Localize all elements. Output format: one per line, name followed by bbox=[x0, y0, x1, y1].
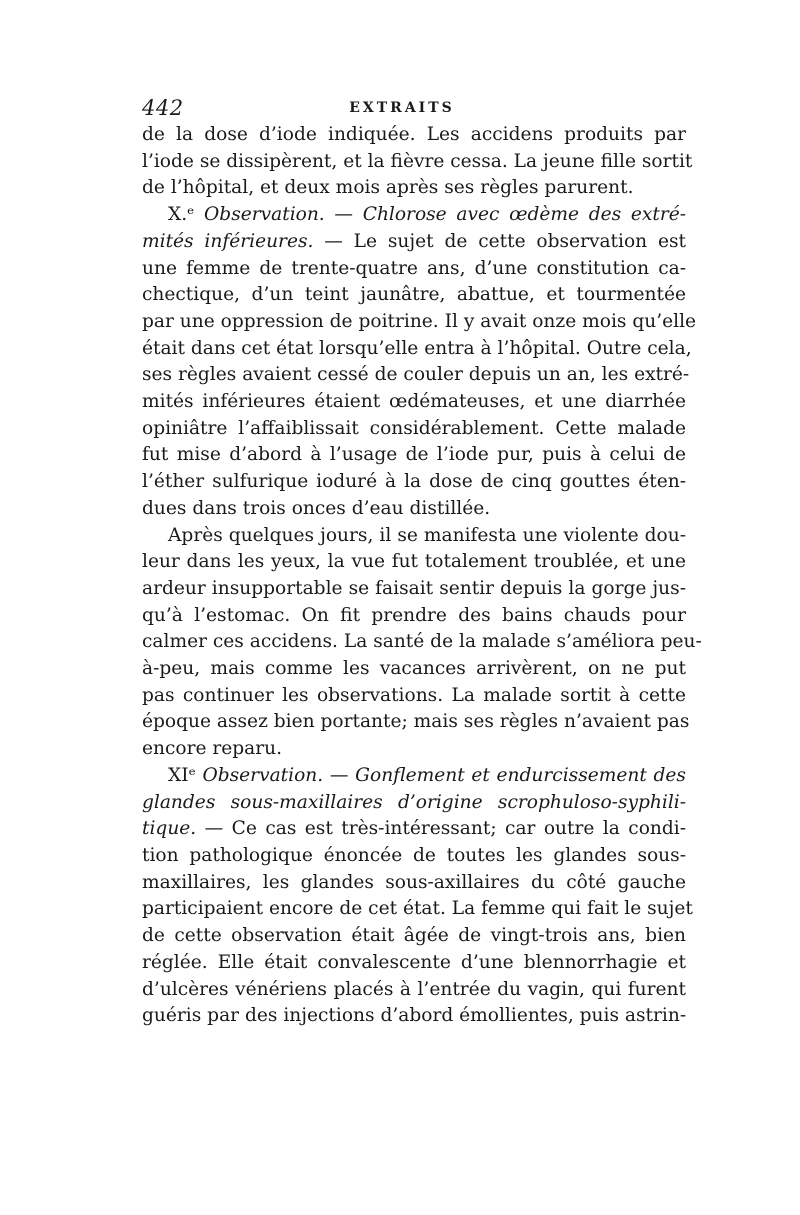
text-line bbox=[142, 656, 686, 683]
text-run: de cette observation était âgée de vingt-trois ans, bien bbox=[142, 925, 686, 947]
running-head: EXTRAITS bbox=[349, 100, 455, 116]
text-line bbox=[142, 603, 686, 630]
text-line bbox=[142, 629, 702, 656]
text-line bbox=[142, 362, 690, 389]
text-run: fut mise d’abord à l’usage de l’iode pur, puis à celui de bbox=[142, 444, 686, 466]
text-line bbox=[142, 1003, 686, 1030]
text-line bbox=[142, 576, 686, 603]
text-run: XIᵉ bbox=[168, 764, 203, 786]
text-run: ses règles avaient cessé de couler depuis un an, les extré- bbox=[142, 364, 690, 386]
text-line bbox=[142, 896, 693, 923]
text-line bbox=[142, 309, 697, 336]
text-run: de l’hôpital, et deux mois après ses règles parurent. bbox=[142, 177, 634, 199]
text-line bbox=[142, 442, 686, 469]
text-run: — Le sujet de cette observation est bbox=[313, 230, 686, 252]
page-number: 442 bbox=[142, 96, 184, 120]
text-run: — bbox=[323, 764, 356, 786]
text-run: calmer ces accidens. La santé de la malade s’améliora peu- bbox=[142, 631, 702, 653]
text-line bbox=[142, 496, 686, 523]
text-line bbox=[142, 709, 690, 736]
text-line bbox=[142, 950, 686, 977]
text-run: d’ulcères vénériens placés à l’entrée du vagin, qui furent bbox=[142, 978, 686, 1000]
italic-text: glandes sous-maxillaires d’origine scrophuloso-syphili- bbox=[142, 791, 686, 813]
text-run: encore reparu. bbox=[142, 738, 283, 760]
text-line bbox=[142, 843, 686, 870]
italic-text: mités inférieures. bbox=[142, 230, 314, 252]
text-run: par une oppression de poitrine. Il y avait onze mois qu’elle bbox=[142, 310, 697, 332]
text-run: réglée. Elle était convalescente d’une blennorrhagie et bbox=[142, 951, 686, 973]
text-run: mités inférieures étaient œdémateuses, et une diarrhée bbox=[142, 391, 686, 413]
text-run: leur dans les yeux, la vue fut totalement troublée, et une bbox=[142, 551, 686, 573]
text-run: l’éther sulfurique ioduré à la dose de cinq gouttes éten- bbox=[142, 471, 686, 493]
text-line bbox=[142, 282, 686, 309]
text-line bbox=[142, 683, 686, 710]
text-run: dues dans trois onces d’eau distillée. bbox=[142, 497, 491, 519]
text-run: chectique, d’un teint jaunâtre, abattue, et tourmentée bbox=[142, 284, 686, 306]
text-line bbox=[142, 790, 686, 817]
text-line bbox=[142, 816, 686, 843]
text-run: pas continuer les observations. La malade sortit à cette bbox=[142, 684, 686, 706]
italic-text: Observation. bbox=[202, 764, 324, 786]
text-line bbox=[142, 736, 686, 763]
text-run: était dans cet état lorsqu’elle entra à l’hôpital. Outre cela, bbox=[142, 337, 692, 359]
text-run: opiniâtre l’affaiblissait considérablement. Cette malade bbox=[142, 417, 686, 439]
text-line bbox=[142, 256, 686, 283]
text-line bbox=[142, 202, 686, 229]
text-line bbox=[142, 229, 686, 256]
italic-text: Gonflement et endurcissement des bbox=[355, 764, 686, 786]
text-line bbox=[142, 336, 692, 363]
text-run: ardeur insupportable se faisait sentir depuis la gorge jus- bbox=[142, 577, 686, 599]
text-line bbox=[142, 469, 686, 496]
text-run: maxillaires, les glandes sous-axillaires du côté gauche bbox=[142, 871, 686, 893]
page-header bbox=[118, 96, 686, 122]
italic-text: Chlorose avec œdème des extré- bbox=[362, 204, 686, 226]
text-run: X.ᵉ bbox=[168, 204, 205, 226]
text-line bbox=[142, 175, 686, 202]
text-run: participaient encore de cet état. La femme qui fait le sujet bbox=[142, 898, 693, 920]
text-run: époque assez bien portante; mais ses règles n’avaient pas bbox=[142, 711, 690, 733]
text-line bbox=[142, 122, 686, 149]
text-line bbox=[142, 763, 686, 790]
text-run: Après quelques jours, il se manifesta une violente dou- bbox=[168, 524, 686, 546]
text-run: de la dose d’iode indiquée. Les accidens produits par bbox=[142, 124, 686, 145]
italic-text: Observation. bbox=[204, 204, 325, 226]
italic-text: tique. bbox=[142, 818, 197, 840]
text-run: une femme de trente-quatre ans, d’une constitution ca- bbox=[142, 257, 686, 279]
text-run: — Ce cas est très-intéressant; car outre la condi- bbox=[196, 818, 686, 840]
text-run: l’iode se dissipèrent, et la fièvre cessa. La jeune fille sortit bbox=[142, 150, 693, 172]
text-line bbox=[142, 416, 686, 443]
text-run: à-peu, mais comme les vacances arrivèrent, on ne put bbox=[142, 658, 686, 680]
text-line bbox=[142, 149, 693, 176]
text-run: guéris par des injections d’abord émollientes, puis astrin- bbox=[142, 1005, 687, 1027]
body-text bbox=[142, 122, 702, 1030]
text-line bbox=[142, 870, 686, 897]
text-run: — bbox=[324, 204, 363, 226]
text-line bbox=[142, 523, 686, 550]
text-line bbox=[142, 923, 686, 950]
text-run: qu’à l’estomac. On fit prendre des bains chauds pour bbox=[142, 604, 686, 626]
text-run: tion pathologique énoncée de toutes les glandes sous- bbox=[142, 844, 686, 866]
text-line bbox=[142, 549, 686, 576]
text-line bbox=[142, 389, 686, 416]
text-line bbox=[142, 977, 686, 1004]
page bbox=[118, 96, 702, 1030]
